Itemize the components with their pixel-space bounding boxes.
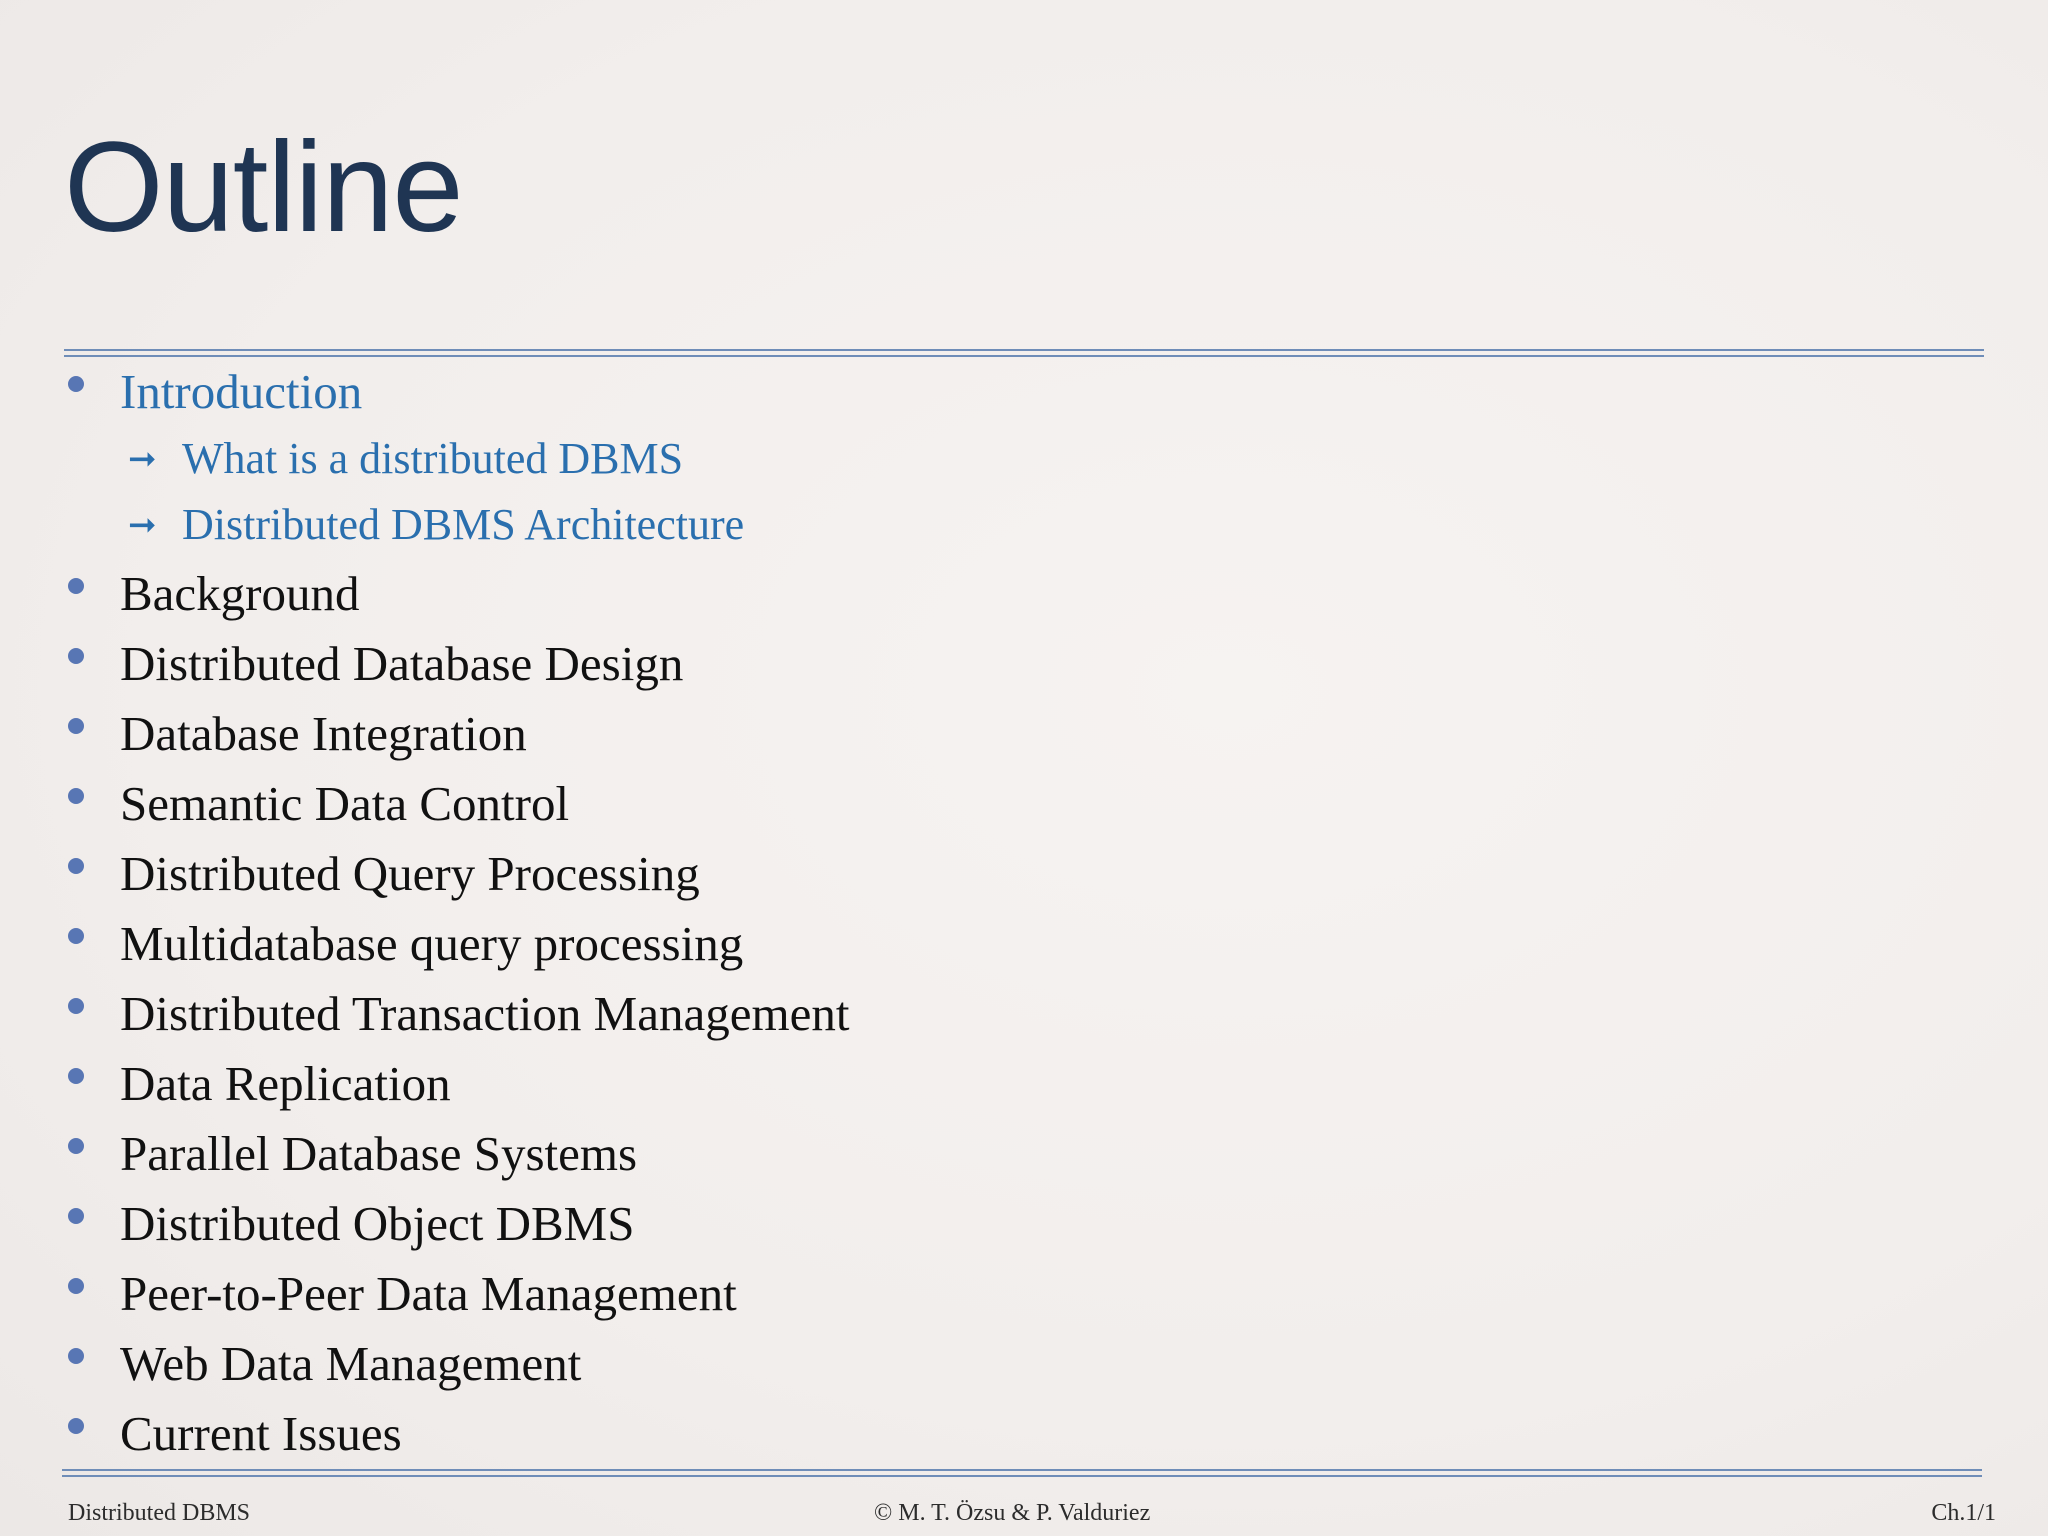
list-item-label: Data Replication — [120, 1056, 451, 1111]
list-item-label: Peer-to-Peer Data Management — [120, 1266, 737, 1321]
footer-course-name: Distributed DBMS — [68, 1500, 251, 1526]
list-item-label: Current Issues — [120, 1406, 402, 1461]
list-item-label: Multidatabase query processing — [120, 916, 744, 971]
footer-copyright: © M. T. Özsu & P. Valduriez — [874, 1500, 1151, 1526]
sub-item-label: Distributed DBMS Architecture — [182, 500, 745, 549]
bullet-icon — [68, 1138, 84, 1154]
slide-title: Outline — [64, 116, 463, 259]
list-item-label: Background — [120, 566, 360, 621]
bullet-icon — [68, 648, 84, 664]
list-item-label: Distributed Query Processing — [120, 846, 700, 901]
list-item-label: Parallel Database Systems — [120, 1126, 638, 1181]
bullet-icon — [68, 858, 84, 874]
sub-item-label: What is a distributed DBMS — [182, 434, 684, 483]
list-item-label: Distributed Database Design — [120, 636, 684, 691]
bullet-icon — [68, 1208, 84, 1224]
bullet-icon — [68, 788, 84, 804]
list-item-label: Web Data Management — [120, 1336, 582, 1391]
bullet-icon — [68, 376, 84, 392]
arrow-right-icon: ➞ — [128, 439, 157, 479]
arrow-right-icon: ➞ — [128, 505, 157, 545]
footer-slide-number: Ch.1/1 — [1931, 1500, 1996, 1526]
list-item-label: Distributed Transaction Management — [120, 986, 850, 1041]
list-item-label: Semantic Data Control — [120, 776, 570, 831]
bullet-icon — [68, 1068, 84, 1084]
list-item-label: Introduction — [120, 364, 363, 419]
bullet-icon — [68, 578, 84, 594]
bullet-icon — [68, 998, 84, 1014]
footer-divider — [62, 1469, 1982, 1477]
bullet-icon — [68, 1348, 84, 1364]
bullet-icon — [68, 928, 84, 944]
bullet-icon — [68, 718, 84, 734]
title-divider — [64, 349, 1984, 357]
bullet-icon — [68, 1418, 84, 1434]
bullet-icon — [68, 1278, 84, 1294]
list-item-label: Database Integration — [120, 706, 527, 761]
list-item-label: Distributed Object DBMS — [120, 1196, 635, 1251]
